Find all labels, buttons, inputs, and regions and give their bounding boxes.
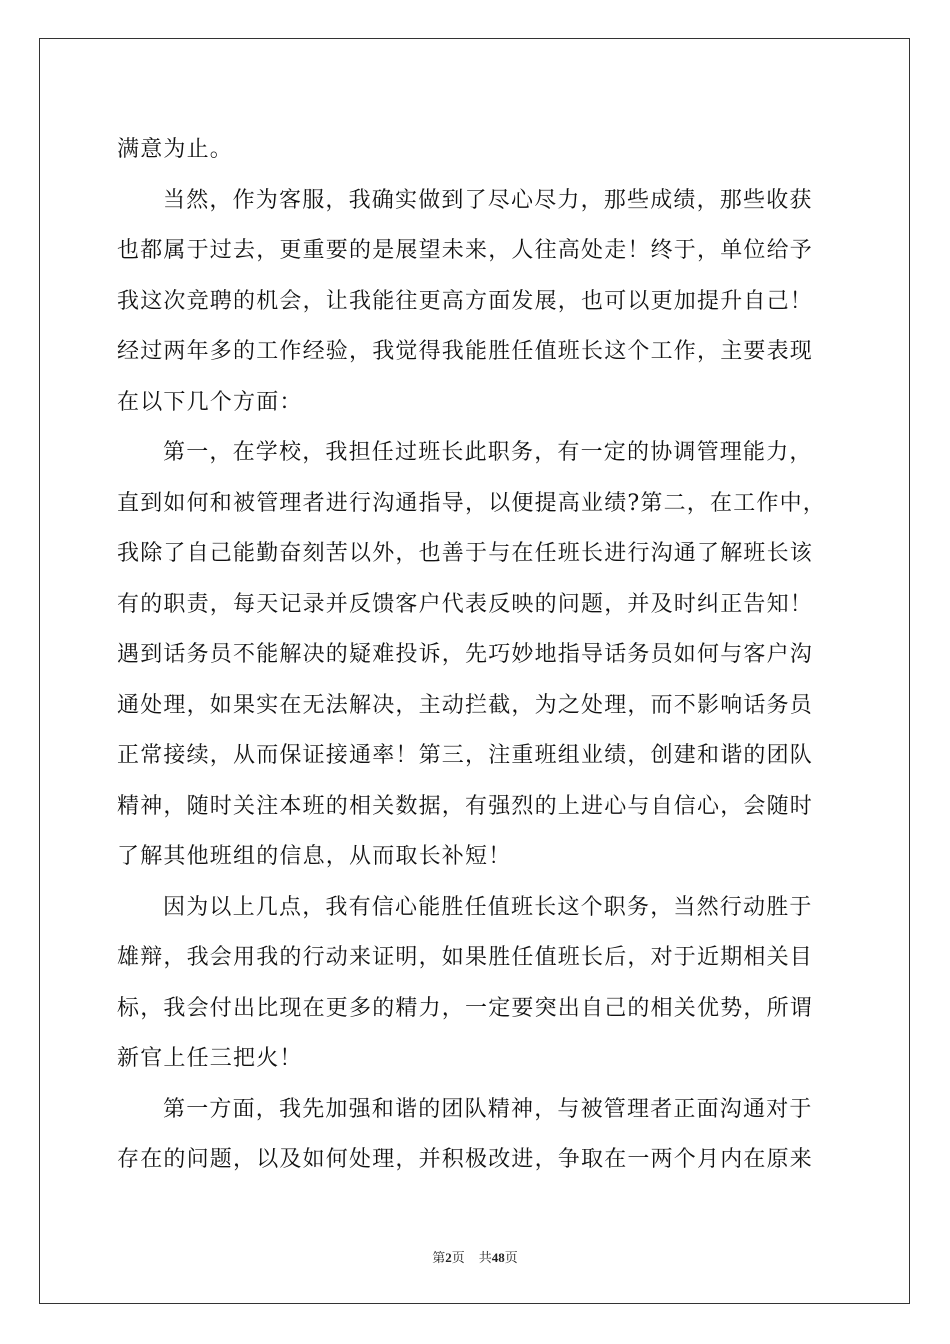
text-line: 当然，作为客服，我确实做到了尽心尽力，那些成绩，那些收获 [163, 187, 813, 213]
footer-page-suffix: 页 [451, 1250, 465, 1265]
text-line: 新官上任三把火！ [117, 1046, 303, 1071]
text-line: 正常接续，从而保证接通率！第三，注重班组业绩，创建和谐的团队 [117, 743, 814, 768]
text-line: 第一，在学校，我担任过班长此职务，有一定的协调管理能力， [163, 440, 813, 465]
text-line: 通处理，如果实在无法解决，主动拦截，为之处理，而不影响话务员 [117, 692, 814, 718]
text-line: 直到如何和被管理者进行沟通指导，以便提高业绩?第二，在工作中， [117, 490, 826, 516]
text-line: 也都属于过去，更重要的是展望未来，人往高处走！终于，单位给予 [117, 238, 814, 263]
text-line: 雄辩，我会用我的行动来证明，如果胜任值班长后，对于近期相关目 [117, 945, 814, 970]
text-line: 经过两年多的工作经验，我觉得我能胜任值班长这个工作，主要表现 [117, 339, 814, 364]
footer-total-suffix: 页 [504, 1250, 518, 1265]
text-line: 第一方面，我先加强和谐的团队精神，与被管理者正面沟通对于 [163, 1096, 813, 1122]
text-line: 有的职责，每天记录并反馈客户代表反映的问题，并及时纠正告知！ [117, 591, 814, 617]
page-footer [0, 1247, 950, 1266]
footer-total-pages: 48 [491, 1250, 505, 1265]
text-line: 遇到话务员不能解决的疑难投诉，先巧妙地指导话务员如何与客户沟 [117, 642, 814, 667]
text-line: 标，我会付出比现在更多的精力，一定要突出自己的相关优势，所谓 [117, 995, 814, 1021]
text-line: 在以下几个方面： [117, 389, 303, 415]
text-line: 我除了自己能勤奋刻苦以外，也善于与在任班长进行沟通了解班长该 [117, 541, 814, 566]
text-line: 精神，随时关注本班的相关数据，有强烈的上进心与自信心，会随时 [117, 793, 814, 819]
document-body [117, 125, 837, 1186]
footer-page-number: 2 [445, 1250, 452, 1265]
text-line: 满意为止。 [117, 137, 234, 162]
footer-page-prefix: 第 [432, 1250, 446, 1265]
text-line: 我这次竞聘的机会，让我能往更高方面发展，也可以更加提升自己！ [117, 288, 814, 314]
text-line: 存在的问题，以及如何处理，并积极改进，争取在一两个月内在原来 [117, 1147, 814, 1172]
footer-total-prefix: 共 [478, 1250, 492, 1265]
text-line: 因为以上几点，我有信心能胜任值班长这个职务，当然行动胜于 [163, 894, 813, 920]
text-line: 了解其他班组的信息，从而取长补短！ [117, 844, 512, 869]
